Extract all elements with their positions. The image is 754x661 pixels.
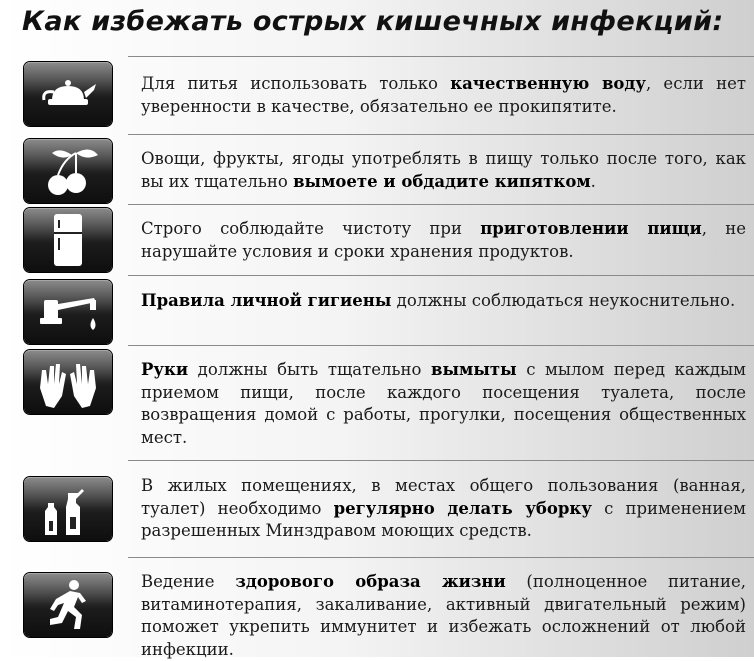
divider <box>128 56 754 57</box>
item-7-text: Ведение здорового образа жизни (полноценное питание, витаминотерапия, закаливание, активный двигательный режим) поможет укрепить иммунитет и избежать осложнений от любой инфекции. <box>141 572 746 659</box>
runner-icon <box>24 573 112 637</box>
divider <box>128 204 754 205</box>
item-2-text: Овощи, фрукты, ягоды употреблять в пищу только после того, как вы их тщательно вымоете и обдадите кипятком. <box>141 149 746 191</box>
fridge-icon <box>24 208 112 272</box>
kettle-icon <box>24 62 112 126</box>
item-3-text: Строго соблюдайте чистоту при приготовлении пищи, не нарушайте условия и сроки хранения продуктов. <box>141 219 746 261</box>
item-4-text: Правила личной гигиены должны соблюдаться неукоснительно. <box>141 291 736 310</box>
item-1-text: Для питья использовать только качественную воду, если нет уверенности в качестве, обязательно ее прокипятите. <box>141 74 746 116</box>
item-5-text: Руки должны быть тщательно вымыты с мылом перед каждым приемом пищи, после каждого посещения туалета, после возвращения домой с работы, прогулки, посещения общественных мест. <box>141 360 746 447</box>
page-title: Как избежать острых кишечных инфекций: <box>22 6 724 37</box>
hands-icon <box>24 350 112 414</box>
divider <box>128 345 754 346</box>
spray-bottles-icon <box>24 477 112 541</box>
divider <box>128 134 754 135</box>
divider <box>128 557 754 558</box>
divider <box>128 460 754 461</box>
cherry-icon <box>24 139 112 203</box>
divider <box>128 275 754 276</box>
faucet-icon <box>24 280 112 344</box>
item-6-text: В жилых помещениях, в местах общего пользования (ванная, туалет) необходимо регулярно делать уборку с применением разрешенных Минздравом моющих средств. <box>141 476 746 540</box>
